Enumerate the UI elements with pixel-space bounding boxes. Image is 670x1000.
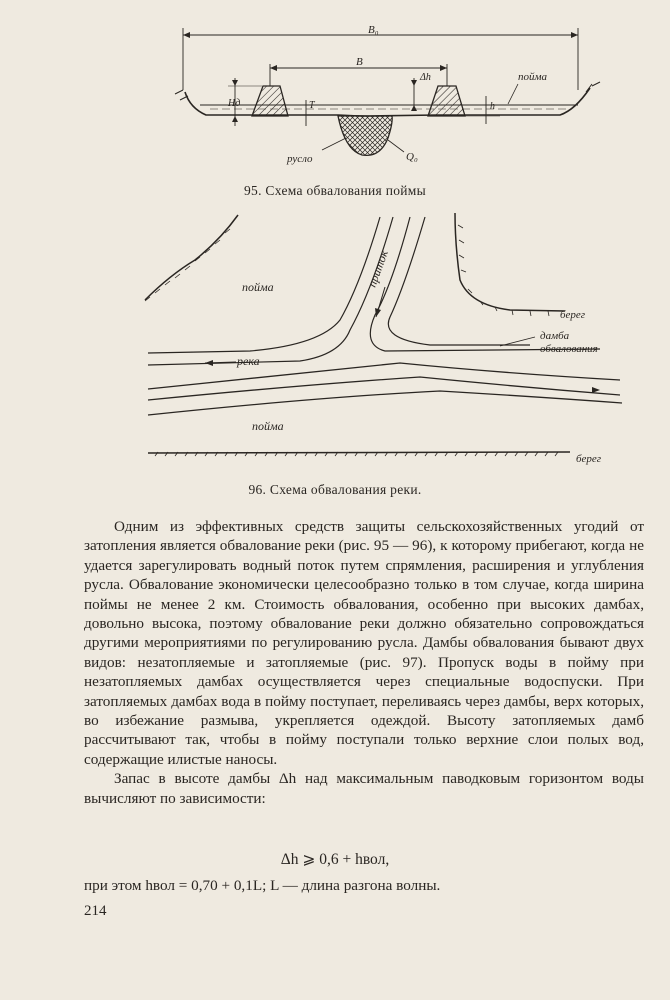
label-b: B (356, 56, 363, 68)
label-tributary: приток (364, 248, 391, 290)
page-number: 214 (84, 903, 107, 919)
figure-96-caption: 96. Схема обвалования реки. (248, 482, 422, 497)
figure-95-diagram (0, 20, 670, 180)
label-dam-line1: дамба (540, 330, 570, 342)
label-t: Т (309, 100, 315, 111)
label-b0: B₀ (368, 24, 379, 36)
figure-95-caption: 95. Схема обвалования поймы (243, 183, 427, 198)
label-floodplain-bottom: пойма (252, 419, 284, 433)
body-text (84, 517, 644, 808)
label-channel: русло (287, 153, 313, 165)
label-floodplain-top: пойма (242, 280, 274, 294)
label-dh: Δh (420, 72, 431, 83)
label-dam-line2: обвалования (540, 343, 598, 355)
formula: Δh ⩾ 0,6 + hвол, (280, 851, 390, 868)
label-q0: Q₀ (406, 151, 418, 163)
label-h: h (490, 101, 495, 112)
figure-96-diagram (0, 205, 670, 470)
formula-definition: при этом hвол = 0,70 + 0,1L; L — длина разгона волны. (84, 877, 441, 894)
label-river: река (237, 354, 260, 368)
paragraph-2: Запас в высоте дамбы Δh над максимальным паводковым горизонтом воды вычисляют по зависимости: (84, 770, 644, 807)
label-bank-top: берег (560, 309, 586, 321)
label-bank-bottom: берег (576, 453, 602, 465)
label-hd: Нд (228, 98, 241, 109)
paragraph-1: Одним из эффективных средств защиты сельскохозяйственных угодий от затопления является обвалование реки (рис. 95 — 96), к которому прибегают, когда не удается зарегулировать водный поток путем спрямления, расширения и углубления русла. Обвалование экономически целесообразно только в том случае, когда ширина поймы не менее 2 км. Стоимость обвалования, особенно при высоких дамбах, довольно высока, поэтому обвалование реки должно обязательно сопровождаться другими мероприятиями по регулированию русла. Дамбы обвалования бывают двух видов: незатопляемые и затопляемые (рис. 97). Пропуск воды в пойму при незатопляемых дамбах осуществляется через специальные водоспуски. При затопляемых дамбах вода в пойму поступает, переливаясь через дамбы, верх которых, во избежание размыва, укрепляется одеждой. Высоту затопляемых дамб рассчитывают так, чтобы в пойму поступали только верхние слои полых вод, содержащие илистые наносы. (84, 518, 644, 768)
label-floodplain: пойма (518, 71, 548, 83)
